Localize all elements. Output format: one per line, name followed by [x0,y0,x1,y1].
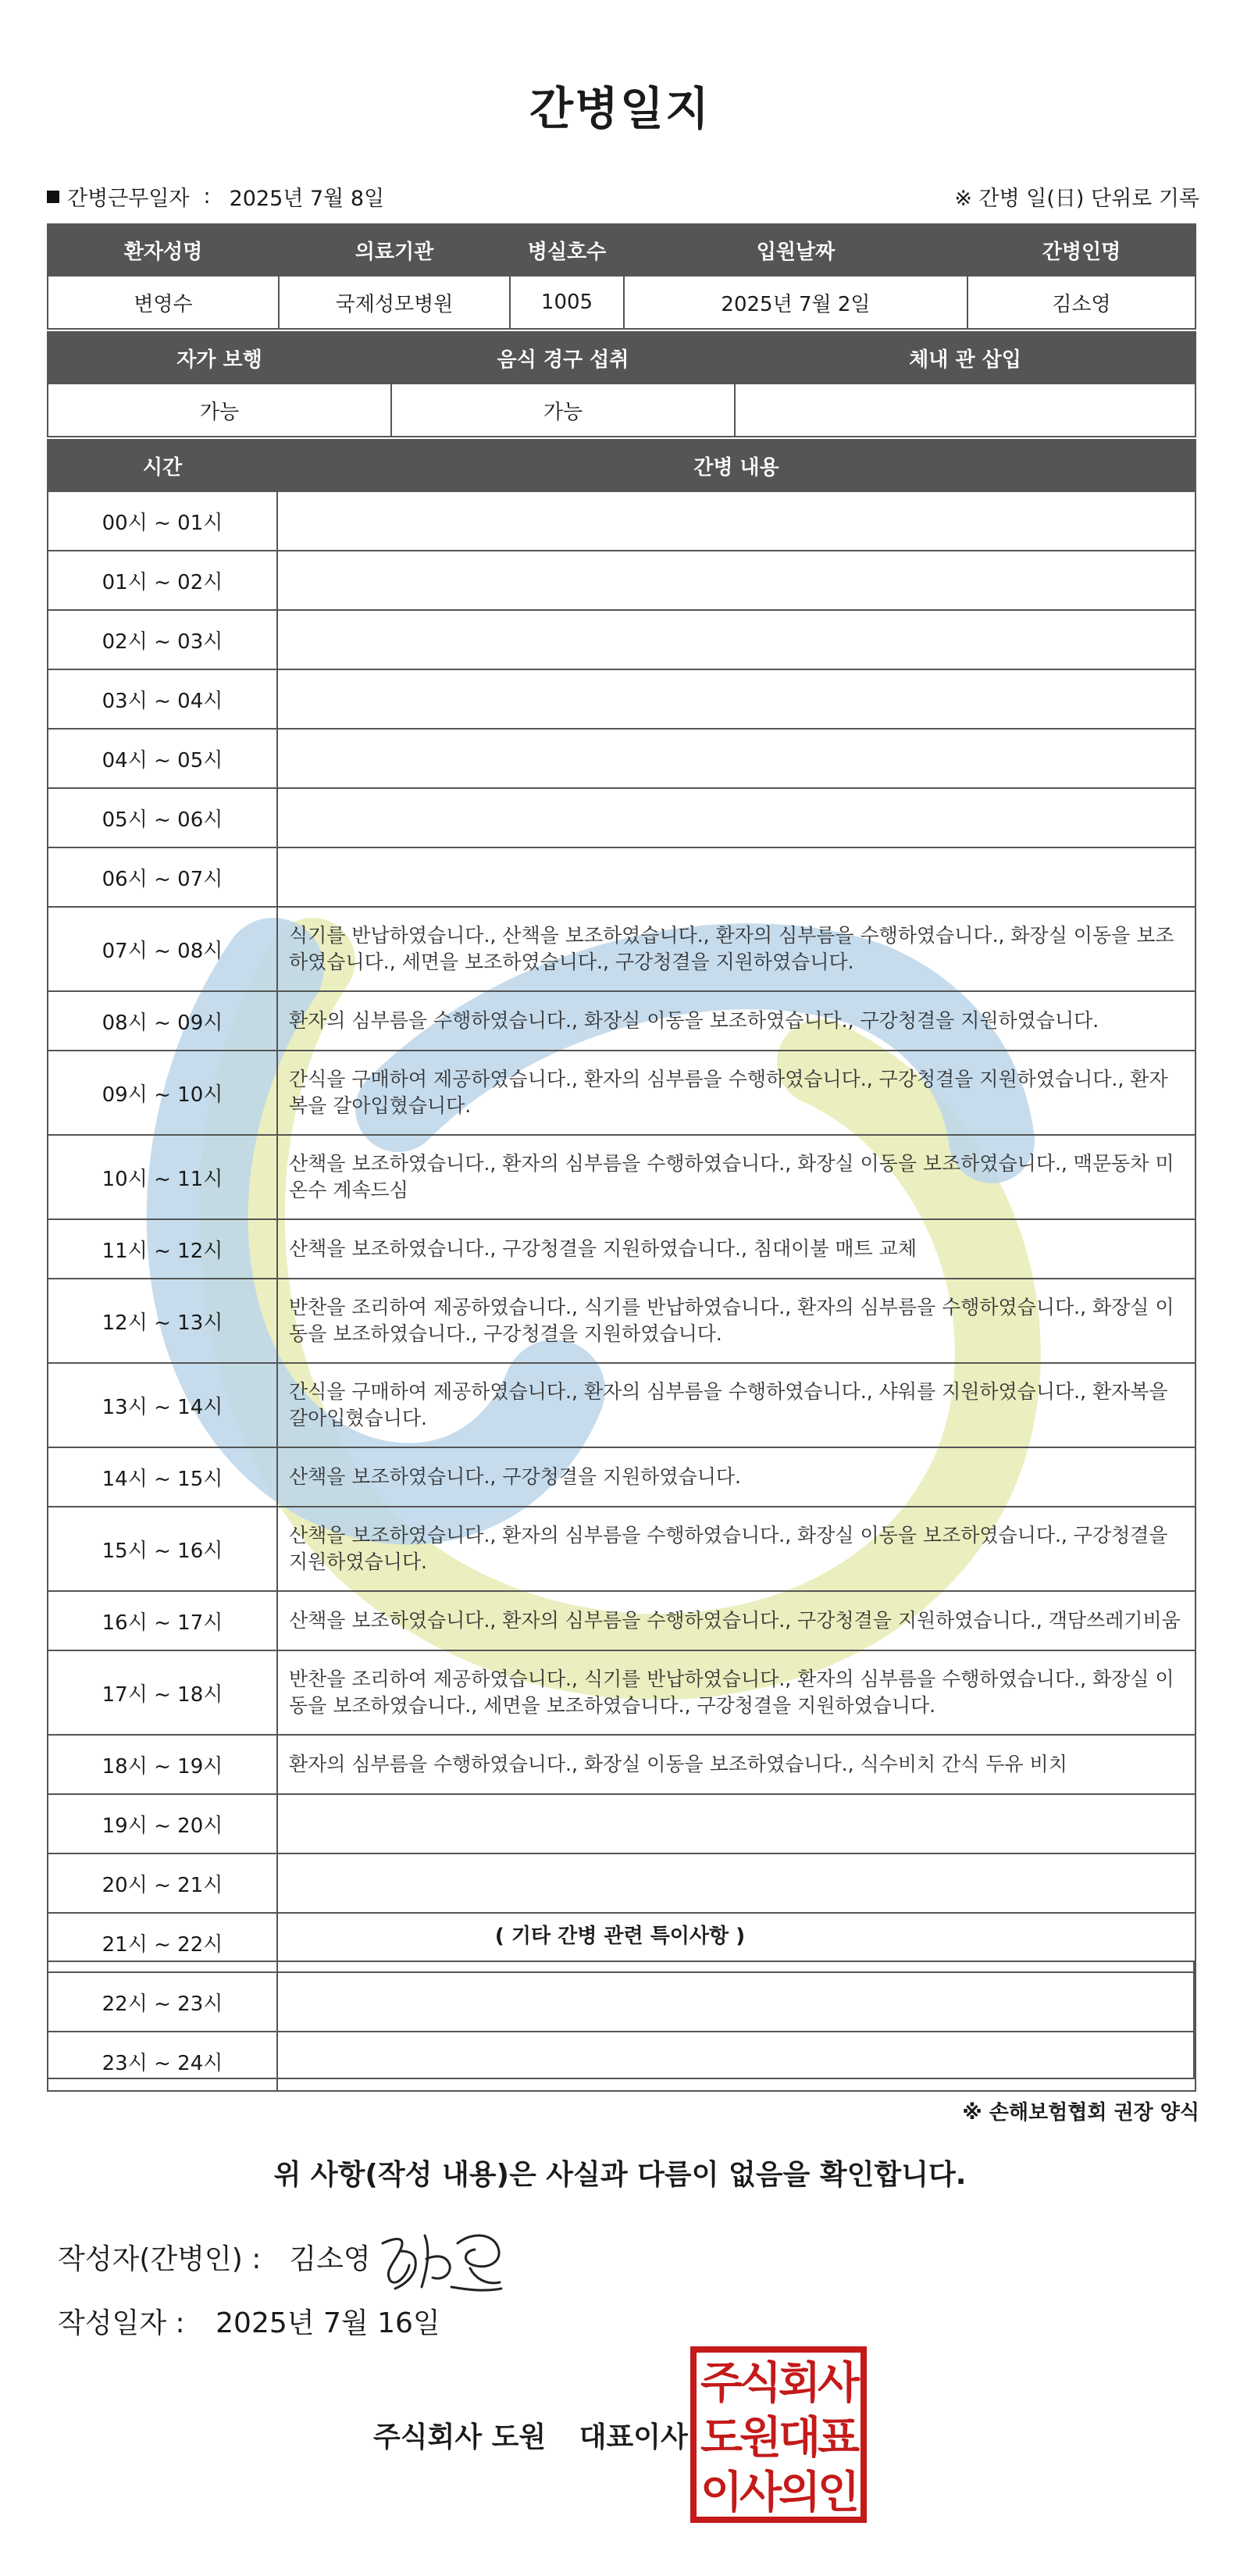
work-date-colon: : [203,184,211,209]
svg-text:의: 의 [778,2467,821,2518]
header-walking: 자가 보행 [48,332,391,384]
care-log-time: 08시 ~ 09시 [48,991,277,1051]
care-log-row [48,1794,1195,1854]
care-log-time: 12시 ~ 13시 [48,1279,277,1363]
work-date [47,181,384,212]
care-log-content: 산책을 보조하였습니다., 구강청결을 지원하였습니다. [277,1447,1195,1507]
care-log-content [277,847,1195,907]
care-log-row [48,1447,1195,1507]
care-log-time: 00시 ~ 01시 [48,491,277,551]
care-log-time: 20시 ~ 21시 [48,1854,277,1913]
care-log-content: 반찬을 조리하여 제공하였습니다., 식기를 반납하였습니다., 환자의 심부름을 수행하였습니다., 화장실 이동을 보조하였습니다., 구강청결을 지원하였습니다. [277,1279,1195,1363]
care-log-time: 19시 ~ 20시 [48,1794,277,1854]
walking-value: 가능 [48,384,391,437]
caregiver-name: 김소영 [967,276,1195,329]
care-log-row [48,1051,1195,1135]
header-caregiver: 간병인명 [967,224,1195,276]
care-log-time: 09시 ~ 10시 [48,1051,277,1135]
care-log-row [48,551,1195,610]
svg-text:주: 주 [700,2358,743,2409]
company-signature-line [373,2415,688,2455]
patient-info-values [48,276,1195,329]
svg-text:사: 사 [817,2358,861,2409]
care-log-time: 07시 ~ 08시 [48,907,277,991]
handwritten-signature [376,2220,509,2298]
care-log-row [48,1735,1195,1794]
care-log-row [48,907,1195,991]
care-log-content: 환자의 심부름을 수행하였습니다., 화장실 이동을 보조하였습니다., 식수비치 간식 두유 비치 [277,1735,1195,1794]
patient-info-table [47,223,1196,330]
care-log-content: 환자의 심부름을 수행하였습니다., 화장실 이동을 보조하였습니다., 구강청결을 지원하였습니다. [277,991,1195,1051]
care-log-content [277,1972,1195,2032]
care-log-content: 반찬을 조리하여 제공하였습니다., 식기를 반납하였습니다., 환자의 심부름을 수행하였습니다., 화장실 이동을 보조하였습니다., 세면을 보조하였습니다., 구강청결을 지원하였습니다. [277,1650,1195,1735]
care-log-row [48,1913,1195,1972]
recommend-note: ※ 손해보험협회 권장 양식 [962,2101,1199,2125]
care-log-row [48,729,1195,788]
care-log-header [48,440,1195,491]
header-care-content: 간병 내용 [277,440,1195,491]
care-log-time: 14시 ~ 15시 [48,1447,277,1507]
care-log-row [48,1219,1195,1279]
care-log-row [48,991,1195,1051]
care-log-time: 11시 ~ 12시 [48,1219,277,1279]
svg-text:대: 대 [778,2413,821,2464]
care-log-row [48,491,1195,551]
writer-label: 작성자(간병인) : [58,2243,262,2275]
care-log-content [277,729,1195,788]
care-log-time: 06시 ~ 07시 [48,847,277,907]
work-date-label: 간병근무일자 [67,187,190,211]
work-date-value: 2025년 7월 8일 [229,187,385,211]
patient-status-header [48,332,1195,384]
care-log-time: 17시 ~ 18시 [48,1650,277,1735]
admission-date: 2025년 7월 2일 [624,276,967,329]
care-log-time: 01시 ~ 02시 [48,551,277,610]
patient-name: 변영수 [48,276,279,329]
bullet-square-icon [47,191,59,203]
care-log-content: 간식을 구매하여 제공하였습니다., 환자의 심부름을 수행하였습니다., 샤워를 지원하였습니다., 환자복을 갈아입혔습니다. [277,1363,1195,1447]
care-log-time: 02시 ~ 03시 [48,610,277,669]
care-log-time: 05시 ~ 06시 [48,788,277,847]
care-log-time: 04시 ~ 05시 [48,729,277,788]
writer-name: 김소영 [289,2243,371,2275]
care-log-time: 16시 ~ 17시 [48,1591,277,1650]
care-log-content [277,1794,1195,1854]
care-log-time: 23시 ~ 24시 [48,2032,277,2091]
care-log-row [48,1854,1195,1913]
care-log-content [277,1854,1195,1913]
care-log-time: 10시 ~ 11시 [48,1135,277,1219]
writer-row [58,2237,371,2277]
care-log-content [277,1913,1195,1972]
care-log-content [277,788,1195,847]
care-log-content: 산책을 보조하였습니다., 환자의 심부름을 수행하였습니다., 화장실 이동을 보조하였습니다., 맥문동차 미온수 계속드심 [277,1135,1195,1219]
header-patient-name: 환자성명 [48,224,279,276]
confirmation-statement: 위 사항(작성 내용)은 사실과 다름이 없음을 확인합니다. [273,2159,967,2191]
special-notes-title: ( 기타 간병 관련 특이사항 ) [494,1925,746,1948]
written-date-row [58,2301,440,2341]
care-log-content [277,669,1195,729]
written-date-label: 작성일자 : [58,2307,185,2339]
svg-text:회: 회 [778,2358,821,2409]
care-log-content: 산책을 보조하였습니다., 환자의 심부름을 수행하였습니다., 화장실 이동을 보조하였습니다., 구강청결을 지원하였습니다. [277,1507,1195,1591]
header-room: 병실호수 [510,224,624,276]
page-title: 간병일지 [529,82,711,135]
header-admission-date: 입원날짜 [624,224,967,276]
svg-text:사: 사 [739,2467,782,2518]
care-log-content [277,610,1195,669]
care-log-time: 21시 ~ 22시 [48,1913,277,1972]
patient-info-header [48,224,1195,276]
care-log-row [48,669,1195,729]
written-date-value: 2025년 7월 16일 [216,2307,440,2339]
care-log-row [48,610,1195,669]
care-log-time: 13시 ~ 14시 [48,1363,277,1447]
unit-note: ※ 간병 일(日) 단위로 기록 [954,187,1199,211]
care-log-row [48,1135,1195,1219]
header-tube: 체내 관 삽입 [735,332,1195,384]
care-log-row [48,1279,1195,1363]
header-oral-intake: 음식 경구 섭취 [391,332,735,384]
care-log-body [48,491,1195,2091]
care-log-row [48,1972,1195,2032]
care-log-content: 산책을 보조하였습니다., 구강청결을 지원하였습니다., 침대이불 매트 교체 [277,1219,1195,1279]
care-log-row [48,847,1195,907]
care-log-table [47,439,1196,2092]
svg-text:원: 원 [739,2413,782,2464]
care-log-row [48,2032,1195,2091]
care-log-content: 식기를 반납하였습니다., 산책을 보조하였습니다., 환자의 심부름을 수행하였습니다., 화장실 이동을 보조하였습니다., 세면을 보조하였습니다., 구강청결을 지원하였습니다. [277,907,1195,991]
svg-text:식: 식 [739,2358,782,2409]
header-time: 시간 [48,440,277,491]
care-log-content [277,491,1195,551]
ceo-title: 대표이사 [579,2421,688,2453]
care-log-row [48,1591,1195,1650]
care-log-time: 22시 ~ 23시 [48,1972,277,2032]
tube-value [735,384,1195,437]
company-seal-stamp [690,2346,867,2523]
care-log-row [48,1363,1195,1447]
hospital-name: 국제성모병원 [279,276,510,329]
header-hospital: 의료기관 [279,224,510,276]
care-log-content: 산책을 보조하였습니다., 환자의 심부름을 수행하였습니다., 구강청결을 지원하였습니다., 객담쓰레기비움 [277,1591,1195,1650]
svg-text:표: 표 [817,2413,861,2464]
company-name: 주식회사 도원 [373,2421,547,2453]
care-log-time: 03시 ~ 04시 [48,669,277,729]
svg-text:도: 도 [700,2413,743,2464]
care-log-row [48,1650,1195,1735]
care-log-time: 15시 ~ 16시 [48,1507,277,1591]
patient-status-values [48,384,1195,437]
svg-text:인: 인 [817,2467,861,2518]
oral-intake-value: 가능 [391,384,735,437]
room-number: 1005 [510,276,624,329]
care-log-content [277,2032,1195,2091]
svg-text:이: 이 [700,2467,743,2518]
care-log-row [48,788,1195,847]
care-log-row [48,1507,1195,1591]
patient-status-table [47,331,1196,437]
care-log-content: 간식을 구매하여 제공하였습니다., 환자의 심부름을 수행하였습니다., 구강청결을 지원하였습니다., 환자복을 갈아입혔습니다. [277,1051,1195,1135]
care-log-content [277,551,1195,610]
care-log-time: 18시 ~ 19시 [48,1735,277,1794]
